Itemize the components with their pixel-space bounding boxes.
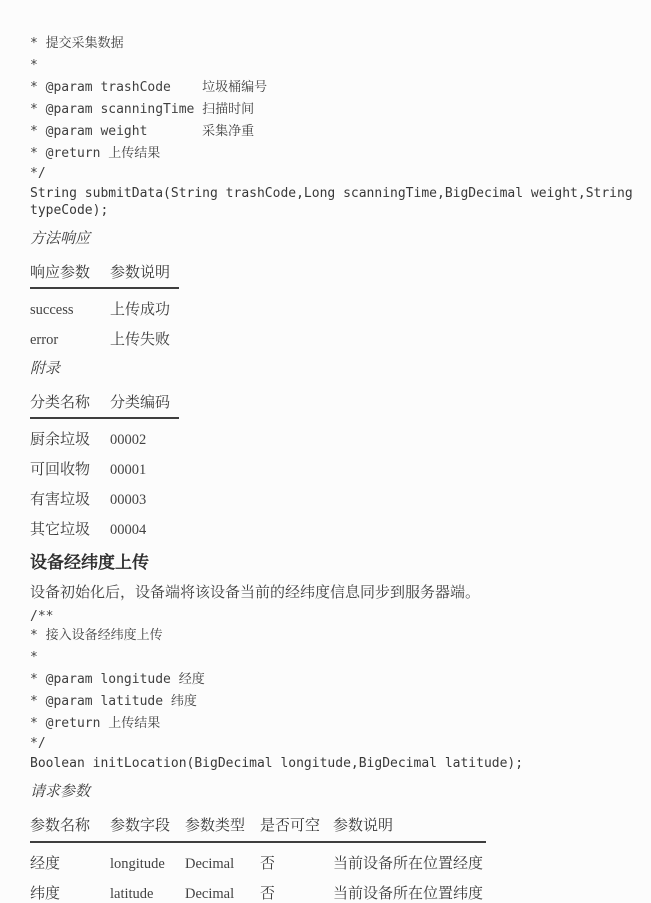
comment-line-close: */: [30, 736, 46, 751]
request-table-header-cell: 是否可空: [260, 817, 321, 834]
submit-comment-block: [30, 33, 631, 182]
submitdata-signature: String submitData(String trashCode,Long scanningTime,BigDecimal weight,String typeCode);: [30, 186, 641, 218]
request-table: [30, 814, 486, 903]
location-comment-block: [30, 608, 631, 752]
table-cell: 00001: [110, 462, 147, 478]
response-table-body: [30, 289, 179, 349]
response-heading: 方法响应: [30, 230, 91, 247]
table-cell: 上传失败: [110, 331, 171, 348]
table-row: [30, 289, 179, 319]
table-cell: 纬度: [30, 885, 61, 902]
table-row: [30, 843, 486, 873]
comment-line-param-trashcode: * @param trashCode 垃圾桶编号: [30, 80, 268, 95]
comment-line: * 提交采集数据: [30, 36, 124, 51]
appendix-table-header-row: [30, 391, 179, 419]
table-cell: 00004: [110, 522, 147, 538]
table-cell: longitude: [110, 856, 165, 872]
table-cell: 有害垃圾: [30, 491, 91, 508]
table-cell: 可回收物: [30, 461, 91, 478]
table-cell: Decimal: [185, 886, 235, 902]
request-table-header-row: [30, 814, 486, 843]
table-cell: 上传成功: [110, 301, 171, 318]
comment-line: *: [30, 58, 38, 73]
response-table-header-row: [30, 261, 179, 289]
table-row: [30, 319, 179, 349]
table-cell: 否: [260, 855, 276, 872]
table-cell: error: [30, 332, 59, 348]
location-section-title: 设备经纬度上传: [30, 553, 149, 572]
comment-line-close: */: [30, 166, 46, 181]
initlocation-signature: Boolean initLocation(BigDecimal longitude,BigDecimal latitude);: [30, 756, 524, 771]
comment-line-return: * @return 上传结果: [30, 716, 161, 731]
comment-line-open: /**: [30, 609, 54, 624]
table-cell: 经度: [30, 855, 61, 872]
table-row: [30, 873, 486, 903]
request-table-header-cell: 参数类型: [185, 817, 246, 834]
table-cell: 其它垃圾: [30, 521, 91, 538]
comment-line-param-weight: * @param weight 采集净重: [30, 124, 255, 139]
response-table: [30, 261, 179, 349]
request-table-header-cell: 参数字段: [110, 817, 171, 834]
table-cell: success: [30, 302, 74, 318]
appendix-table-body: [30, 419, 179, 539]
table-row: [30, 449, 179, 479]
table-cell: 当前设备所在位置经度: [333, 855, 484, 872]
comment-line: *: [30, 650, 38, 665]
appendix-table-header-cell: 分类编码: [110, 394, 171, 411]
comment-line-param-latitude: * @param latitude 纬度: [30, 694, 197, 709]
table-cell: 否: [260, 885, 276, 902]
location-section-description: 设备初始化后，设备端将该设备当前的经纬度信息同步到服务器端。: [30, 584, 481, 601]
appendix-table: [30, 391, 179, 539]
comment-line-return: * @return 上传结果: [30, 146, 161, 161]
table-cell: Decimal: [185, 856, 235, 872]
response-table-header-cell: 响应参数: [30, 264, 91, 281]
table-cell: 00002: [110, 432, 147, 448]
table-row: [30, 509, 179, 539]
table-cell: 厨余垃圾: [30, 431, 91, 448]
comment-line-param-scanningtime: * @param scanningTime 扫描时间: [30, 102, 255, 117]
table-row: [30, 419, 179, 449]
table-row: [30, 479, 179, 509]
comment-line-param-longitude: * @param longitude 经度: [30, 672, 205, 687]
table-cell: 当前设备所在位置纬度: [333, 885, 484, 902]
table-cell: 00003: [110, 492, 147, 508]
request-table-header-cell: 参数名称: [30, 817, 91, 834]
request-table-header-cell: 参数说明: [333, 817, 394, 834]
request-heading: 请求参数: [30, 783, 91, 800]
appendix-heading: 附录: [30, 360, 61, 377]
response-table-header-cell: 参数说明: [110, 264, 171, 281]
comment-line: * 接入设备经纬度上传: [30, 628, 163, 643]
appendix-table-header-cell: 分类名称: [30, 394, 91, 411]
table-cell: latitude: [110, 886, 154, 902]
request-table-body: [30, 843, 486, 903]
